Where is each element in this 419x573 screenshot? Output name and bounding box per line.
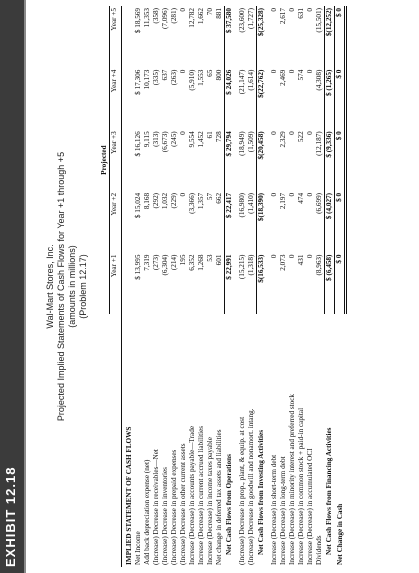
row-value: (335)	[152, 69, 160, 86]
row-value: 195	[179, 254, 187, 266]
row-value: 7,319	[143, 254, 151, 271]
row-value: 2,197	[279, 192, 287, 210]
table-row	[215, 6, 225, 567]
exhibit-title: EXHIBIT 12.18	[3, 466, 18, 567]
row-value: (1,727)	[247, 8, 255, 29]
row-value: (15,215)	[238, 254, 246, 280]
table-row	[238, 6, 247, 567]
row-value: $ 0	[335, 129, 346, 191]
table-row	[279, 6, 288, 567]
row-label: Increase (Decrease) in accumulated OCI	[306, 448, 314, 565]
row-value: $ 24,026	[225, 68, 235, 130]
row-value: 6,352	[188, 254, 196, 271]
row-value: 1,032	[161, 192, 169, 210]
table-row	[315, 6, 325, 567]
row-value: 2,617	[279, 8, 287, 25]
row-label: Dividends	[315, 535, 324, 565]
row-value: $(22,762)	[257, 68, 267, 130]
row-value: $ (1,265)	[325, 68, 335, 130]
row-value: (6,673)	[161, 131, 169, 153]
cash-flow-table	[100, 6, 347, 567]
row-value: (6,304)	[161, 254, 169, 276]
row-label: Net Change in Cash	[335, 503, 344, 565]
row-value: 0	[306, 192, 314, 197]
table-row	[188, 6, 197, 567]
row-value: 0	[306, 131, 314, 135]
investing-rows	[238, 6, 257, 567]
row-label: (Increase) Decrease in prepaid expenses	[170, 449, 178, 565]
row-value: (23,600)	[238, 8, 246, 33]
row-value: $ 17,306	[134, 69, 142, 95]
row-value: (5,910)	[188, 69, 196, 91]
row-value: (6,699)	[315, 192, 323, 214]
units-note: (amounts in millions)	[67, 245, 77, 328]
row-value: (214)	[170, 254, 178, 271]
row-label: (Increase) Decrease in goodwill and nonamort. intang.	[247, 408, 256, 565]
row-value: 0	[179, 192, 187, 197]
row-value: $ 22,991	[225, 253, 235, 315]
year-col-5: Year +5	[110, 6, 122, 68]
fin-total-row	[325, 6, 335, 567]
row-value: 61	[206, 131, 214, 139]
row-value: 53	[206, 254, 214, 262]
row-value: (3,366)	[188, 192, 196, 214]
row-value: 881	[215, 8, 223, 19]
inv-total-row	[257, 6, 267, 567]
row-value: 65	[206, 69, 214, 77]
company-name: Wal-Mart Stores, Inc.	[45, 244, 55, 329]
row-label: Increase (Decrease) in current accrued liabilities	[197, 425, 205, 565]
row-value: 2,073	[279, 254, 287, 271]
section-title: IMPLIED STATEMENT OF CASH FLOWS	[125, 426, 133, 565]
row-value: 0	[179, 8, 187, 12]
row-value: 0	[179, 131, 187, 135]
row-value: 574	[297, 69, 305, 81]
row-value: 0	[288, 69, 296, 74]
row-label: Increase (Decrease) in income taxes payable	[206, 437, 214, 565]
row-value: 0	[270, 192, 278, 197]
row-label: Net Cash Flows from Investing Activities	[256, 429, 265, 555]
row-value: 1,268	[197, 254, 205, 271]
table-row	[152, 6, 161, 567]
operations-rows	[134, 6, 225, 567]
year-col-3: Year +3	[110, 129, 122, 191]
row-value: 800	[215, 69, 223, 81]
row-value: (8,963)	[315, 254, 323, 276]
table-row	[197, 6, 206, 567]
table-row	[179, 6, 188, 567]
row-label: Increase (Decrease) in short-term debt	[270, 454, 278, 565]
row-value: $ (9,336)	[325, 129, 335, 191]
row-value: (358)	[152, 8, 160, 24]
row-value: 2,329	[279, 131, 287, 148]
row-value: $(20,458)	[257, 129, 267, 191]
statement-title: Projected Implied Statements of Cash Flows for Year +1 through +5	[56, 151, 66, 422]
row-value: 9,554	[188, 131, 196, 148]
row-value: 0	[306, 254, 314, 259]
year-col-2: Year +2	[110, 191, 122, 253]
row-value: $ 37,580	[225, 6, 235, 68]
section-title-row	[122, 6, 135, 567]
row-value: $(25,328)	[257, 6, 267, 68]
row-value: 631	[297, 8, 305, 19]
row-value: $ 0	[335, 191, 346, 253]
row-value: $ 18,569	[134, 8, 142, 34]
row-value: 8,168	[143, 192, 151, 210]
exhibit-header-bar	[0, 0, 26, 573]
row-value: 431	[297, 254, 305, 266]
row-value: 1,553	[197, 69, 205, 86]
row-value: 2,469	[279, 69, 287, 86]
row-label: (Increase) Decrease in prop., plant, & equip. at cost	[238, 416, 246, 565]
row-value: 0	[288, 192, 296, 197]
row-value: 9,115	[143, 131, 151, 148]
row-value: (229)	[170, 192, 178, 209]
row-label: Net Cash Flows from Operations	[224, 454, 233, 555]
row-value: $(18,390)	[257, 191, 267, 253]
row-value: 0	[179, 69, 187, 74]
row-value: $ (4,027)	[325, 191, 335, 253]
financing-rows	[270, 6, 325, 567]
row-value: 0	[270, 69, 278, 74]
row-value: $ (6,458)	[325, 253, 335, 315]
row-value: 637	[161, 69, 169, 81]
year-col-1: Year +1	[110, 253, 122, 315]
table-row	[297, 6, 306, 567]
row-label: Add back depreciation expense (net)	[143, 459, 151, 565]
row-value: 662	[215, 192, 223, 204]
row-label: Increase (Decrease) in minority interest and preferred stock	[288, 393, 296, 565]
row-value: 0	[270, 131, 278, 135]
row-value: (18,949)	[238, 131, 246, 156]
row-value: (292)	[152, 192, 160, 209]
row-value: 0	[288, 8, 296, 12]
row-label: (Increase) Decrease in receivables—Net	[152, 449, 160, 565]
row-value: 601	[215, 254, 223, 266]
row-value: 0	[288, 131, 296, 135]
ops-total-row	[225, 6, 235, 567]
row-value: (15,501)	[315, 8, 323, 33]
row-value: $(16,533)	[257, 253, 267, 315]
row-label: Increase (Decrease) in common stock + paid-in capital	[297, 407, 305, 565]
row-value: (313)	[152, 131, 160, 147]
row-value: (1,614)	[247, 69, 255, 91]
row-label: (Increase) Decrease in inventories	[161, 467, 169, 565]
row-value: 0	[270, 8, 278, 12]
row-value: 12,782	[188, 8, 196, 28]
table-row	[247, 6, 257, 567]
row-value: (1,318)	[247, 254, 255, 276]
row-value: $ 0	[335, 6, 346, 68]
row-value: 0	[270, 254, 278, 259]
row-value: 1,357	[197, 192, 205, 210]
row-value: (1,410)	[247, 192, 255, 214]
row-value: 0	[306, 8, 314, 12]
row-value: (4,308)	[315, 69, 323, 91]
row-value: $ 29,794	[225, 129, 235, 191]
row-value: (21,147)	[238, 69, 246, 95]
row-value: 57	[206, 192, 214, 201]
row-value: 0	[288, 254, 296, 259]
row-value: (245)	[170, 131, 178, 147]
year-col-4: Year +4	[110, 68, 122, 130]
row-value: 10,173	[143, 69, 151, 90]
row-value: $ 0	[335, 253, 346, 315]
row-value: 1,452	[197, 131, 205, 148]
table-row	[161, 6, 170, 567]
row-value: 70	[206, 8, 214, 16]
row-value: (263)	[170, 69, 178, 86]
row-label: Net Cash Flows from Financing Activities	[325, 427, 333, 555]
row-value: 1,662	[197, 8, 205, 25]
row-value: $ 15,024	[134, 192, 142, 219]
year-header-row	[110, 6, 122, 567]
row-value: (1,509)	[247, 131, 255, 153]
table-row	[288, 6, 297, 567]
row-value: (16,980)	[238, 192, 246, 218]
row-label: Net Income	[134, 531, 142, 565]
row-value: 11,353	[143, 8, 151, 28]
projected-label: Projected	[100, 6, 110, 314]
table-row	[134, 6, 143, 567]
row-value: (7,096)	[161, 8, 169, 29]
row-value: (273)	[152, 254, 160, 271]
table-row	[306, 6, 315, 567]
row-value: 522	[297, 131, 305, 143]
row-value: $ 16,126	[134, 131, 142, 157]
row-label: Increase (Decrease) in long-term debt	[279, 456, 287, 565]
row-value: 728	[215, 131, 223, 143]
table-row	[170, 6, 179, 567]
row-label: Increase (Decrease) in accounts payable—Trade	[188, 425, 196, 565]
row-value: $(12,252)	[325, 6, 335, 68]
row-label: (Increase) Decrease in other current assets	[179, 443, 187, 565]
problem-ref: (Problem 12.17)	[78, 254, 88, 319]
row-value: (12,187)	[315, 131, 323, 156]
row-value: (281)	[170, 8, 178, 24]
row-value: 474	[297, 192, 305, 204]
group-header-row	[100, 6, 110, 567]
table-row	[206, 6, 215, 567]
net-change-row	[335, 6, 346, 567]
row-value: 0	[306, 69, 314, 74]
table-row	[143, 6, 152, 567]
row-value: $ 13,995	[134, 254, 142, 280]
row-label: Net change in deferred tax assets and liabilities	[215, 429, 224, 565]
row-value: $ 0	[335, 68, 346, 130]
table-row	[270, 6, 279, 567]
row-value: $ 22,417	[225, 191, 235, 253]
